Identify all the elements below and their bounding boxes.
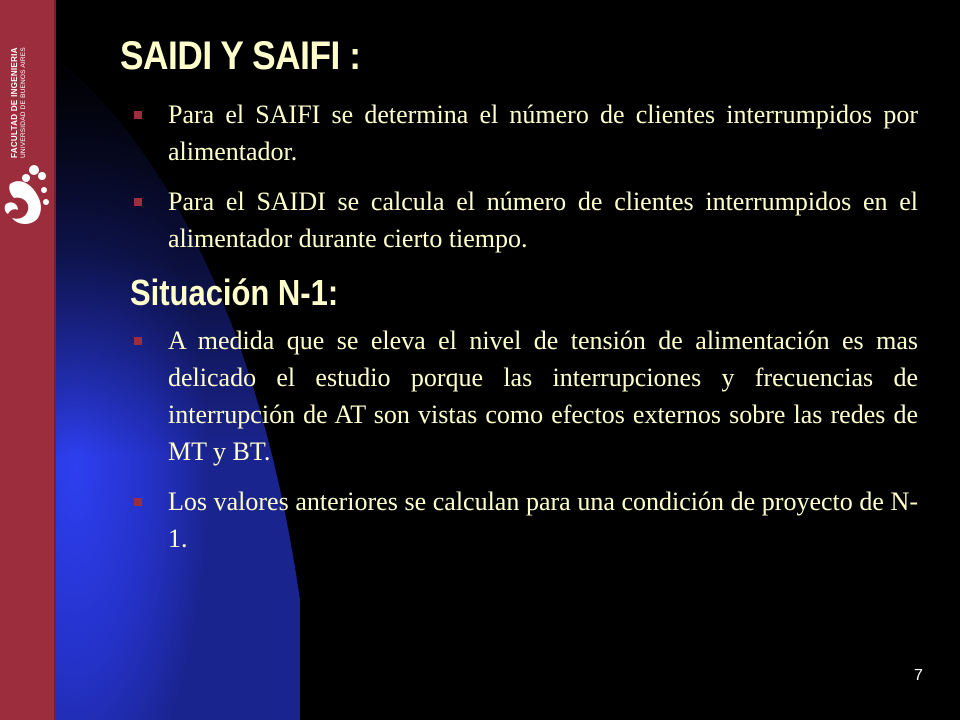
square-bullet-icon	[134, 337, 142, 345]
list-item	[130, 322, 918, 470]
bullet-list-saidi-saifi	[130, 96, 918, 270]
bullet-text: Los valores anteriores se calculan para una condición de proyecto de N-1.	[168, 487, 918, 553]
faculty-name: FACULTAD DE INGENIERIA	[10, 47, 19, 158]
university-name: UNIVERSIDAD DE BUENOS AIRES	[20, 47, 27, 158]
square-bullet-icon	[134, 111, 142, 119]
list-item	[130, 483, 918, 557]
university-emblem-icon	[4, 160, 50, 230]
bullet-text: A medida que se eleva el nivel de tensión de alimentación es mas delicado el estudio porque las interrupciones y frecuencias de interrupción de AT son vistas como efectos externos sobre las redes de MT y BT.	[168, 326, 918, 466]
faculty-label	[10, 47, 28, 158]
bullet-text: Para el SAIFI se determina el número de clientes interrumpidos por alimentador.	[168, 100, 918, 166]
list-item	[130, 96, 918, 170]
bullet-list-n1	[130, 322, 918, 570]
slide-title: SAIDI Y SAIFI :	[120, 34, 361, 78]
page-number: 7	[914, 667, 923, 684]
bullet-text: Para el SAIDI se calcula el número de clientes interrumpidos en el alimentador durante cierto tiempo.	[168, 187, 918, 253]
sidebar	[0, 0, 56, 720]
list-item	[130, 183, 918, 257]
sidebar-divider	[54, 0, 56, 720]
square-bullet-icon	[134, 198, 142, 206]
section-heading: Situación N-1:	[130, 272, 339, 313]
square-bullet-icon	[134, 498, 142, 506]
